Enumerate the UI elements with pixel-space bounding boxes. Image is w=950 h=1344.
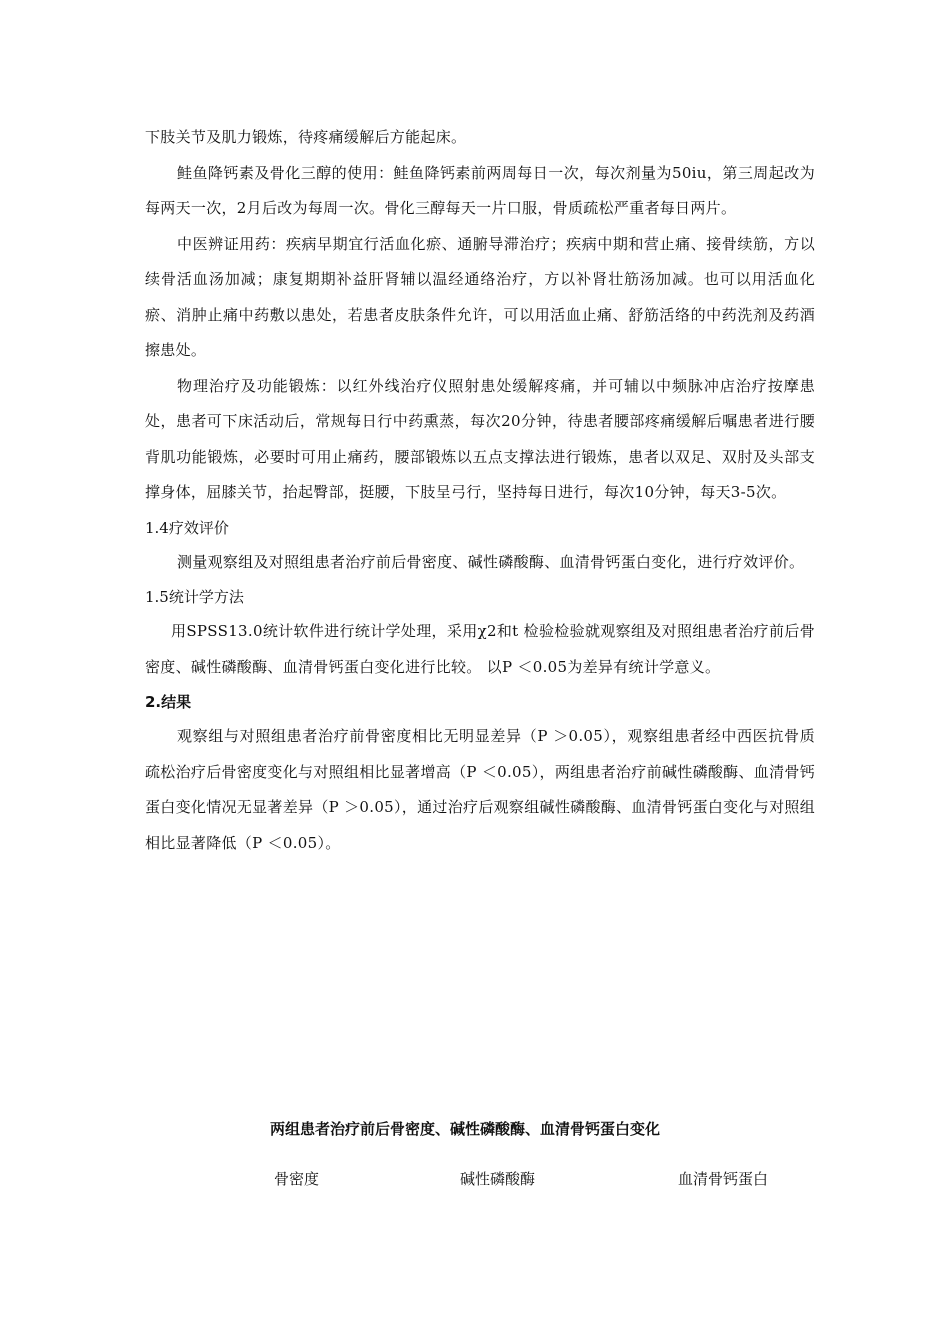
paragraph-statistics: 用SPSS13.0统计软件进行统计学处理，采用χ2和t 检验检验就观察组及对照组患者治疗前后骨密度、碱性磷酸酶、血清骨钙蛋白变化进行比较。 以P ＜0.05为差异有统计学意义。	[145, 622, 815, 676]
paragraph-calcitonin: 鲑鱼降钙素及骨化三醇的使用：鲑鱼降钙素前两周每日一次，每次剂量为50iu，第三周起改为每两天一次，2月后改为每周一次。骨化三醇每天一片口服，骨质疏松严重者每日两片。	[145, 163, 815, 217]
section-heading-statistics: 1.5统计学方法	[145, 588, 244, 606]
table-header-alkaline-phosphatase: 碱性磷酸酶	[460, 1170, 536, 1188]
section-heading-results: 2.结果	[145, 693, 192, 711]
document-body	[145, 120, 815, 861]
paragraph-results: 观察组与对照组患者治疗前骨密度相比无明显差异（P ＞0.05），观察组患者经中西医抗骨质疏松治疗后骨密度变化与对照组相比显著增高（P ＜0.05），两组患者治疗前碱性磷酸酶、血清骨钙蛋白变化情况无显著差异（P ＞0.05），通过治疗后观察组碱性磷酸酶、血清骨钙蛋白变化与对照组相比显著降低（P ＜0.05）。	[145, 727, 815, 852]
paragraph-tcm-medication: 中医辨证用药：疾病早期宜行活血化瘀、通腑导滞治疗；疾病中期和营止痛、接骨续筋，方以续骨活血汤加减；康复期期补益肝肾辅以温经通络治疗，方以补肾壮筋汤加减。也可以用活血化瘀、消肿止痛中药敷以患处，若患者皮肤条件允许，可以用活血止痛、舒筋活络的中药洗剂及药酒擦患处。	[145, 234, 815, 359]
table-header-bone-density: 骨密度	[274, 1170, 320, 1188]
paragraph-efficacy: 测量观察组及对照组患者治疗前后骨密度、碱性磷酸酶、血清骨钙蛋白变化，进行疗效评价。	[177, 552, 805, 571]
paragraph-exercise: 下肢关节及肌力锻炼，待疼痛缓解后方能起床。	[145, 128, 467, 146]
section-heading-efficacy: 1.4疗效评价	[145, 518, 229, 537]
table-header-osteocalcin: 血清骨钙蛋白	[678, 1170, 769, 1188]
table-title: 两组患者治疗前后骨密度、碱性磷酸酶、血清骨钙蛋白变化	[269, 1120, 660, 1138]
paragraph-physical-therapy: 物理治疗及功能锻炼：以红外线治疗仪照射患处缓解疼痛，并可辅以中频脉冲店治疗按摩患处，患者可下床活动后，常规每日行中药熏蒸，每次20分钟，待患者腰部疼痛缓解后嘱患者进行腰背肌功能锻炼，必要时可用止痛药，腰部锻炼以五点支撑法进行锻炼，患者以双足、双肘及头部支撑身体，屈膝关节，抬起臀部，挺腰，下肢呈弓行，坚持每日进行，每次10分钟，每天3-5次。	[145, 376, 815, 501]
